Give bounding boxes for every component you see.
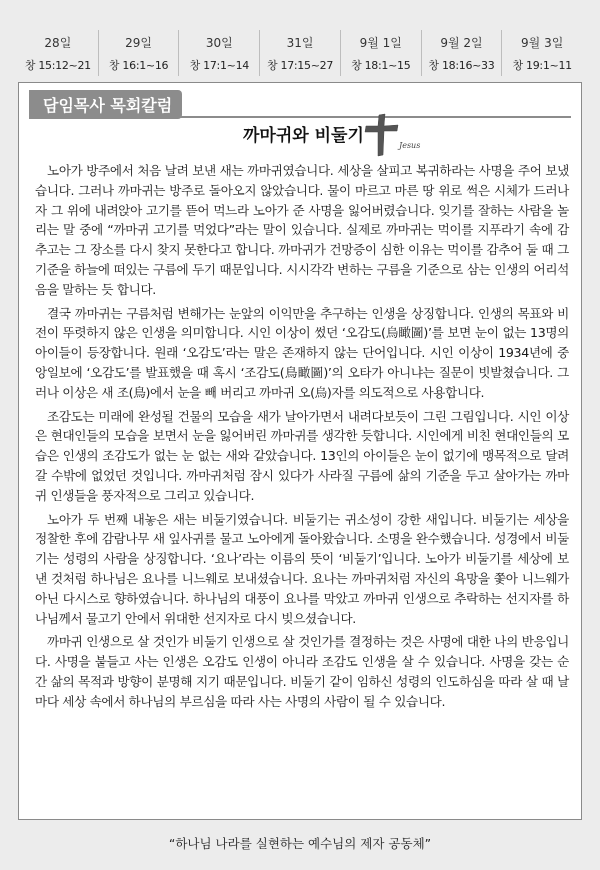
column-paragraph: 노아가 방주에서 처음 날려 보낸 새는 까마귀였습니다. 세상을 살피고 복귀하라는 사명을 주어 보냈습니다. 그러나 까마귀는 방주로 돌아오지 않았습니다. 물이 마르고 마른 땅 위로 썩은 시체가 드러나자 그 위에 내려앉아 고기를 뜯어 먹느라 노아가 준 사명을 잃어버렸습니다. 잊기를 잘하는 사람을 놀리는 말 중에 “까마귀 고기를 먹었다”라는 말이 있습니다. 실제로 까마귀는 먹이를 지푸라기 속에 감추고는 그 장소를 다시 찾지 못한다고 합니다. 까마귀가 건망증이 심한 이유는 먹이를 감추어 둘 때 그 기준을 하늘에 떠있는 구름에 두기 때문입니다. 시시각각 변하는 구름을 기준으로 삼는 인생의 어리석음을 말하는 듯 합니다. <box>35 163 569 297</box>
schedule-reading: 창 18:1~15 <box>351 59 411 72</box>
badge-underline <box>29 116 571 118</box>
cross-icon <box>362 113 402 157</box>
church-motto: “하나님 나라를 실현하는 예수님의 제자 공동체” <box>168 836 432 851</box>
schedule-reading: 창 18:16~33 <box>428 59 495 72</box>
schedule-date: 9월 2일 <box>440 36 483 50</box>
schedule-reading: 창 16:1~16 <box>108 59 169 72</box>
column-paragraph: 결국 까마귀는 구름처럼 변해가는 눈앞의 이익만을 추구하는 인생을 상징합니다. 인생의 목표와 비전이 뚜렷하지 않은 인생을 의미합니다. 시인 이상이 썼던 ‘오감도(烏瞰圖)’를 보면 눈이 없는 13명의 아이들이 등장합니다. 원래 ‘오감도’라는 말은 존재하지 않는 단어입니다. 시인 이상이 1934년에 중앙일보에 ‘오감도’를 발표했을 때 혹시 ‘조감도(鳥瞰圖)’의 오타가 아니냐는 질문이 빗발쳤습니다. 그러나 이상은 새 조(鳥)에서 눈을 빼 버리고 까마귀 오(烏)자를 의도적으로 사용합니다. <box>35 305 569 400</box>
schedule-date: 29일 <box>125 36 153 50</box>
schedule-date: 28일 <box>44 36 72 50</box>
schedule-reading: 창 15:12~21 <box>24 59 91 72</box>
schedule-day <box>179 30 260 76</box>
column-body <box>35 161 569 716</box>
schedule-date: 9월 3일 <box>521 36 564 50</box>
bible-reading-schedule <box>18 30 582 76</box>
jesus-logo-text: Jesus <box>399 141 421 150</box>
schedule-reading: 창 17:1~14 <box>189 59 249 72</box>
schedule-reading: 창 19:1~11 <box>512 59 572 72</box>
column-paragraph: 조감도는 미래에 완성될 건물의 모습을 새가 날아가면서 내려다보듯이 그린 그림입니다. 시인 이상은 현대인들의 모습을 보면서 눈을 잃어버린 까마귀를 생각한 듯합니다. 시인에게 비친 현대인들의 모습은 인생의 조감도가 없는 눈 없는 새와 같았습니다. 13인의 아이들은 눈이 없기에 맹목적으로 달려갈 수밖에 없었던 것입니다. 까마귀처럼 잠시 있다가 사라질 구름에 삶의 기준을 두고 살아가는 까마귀 인생들을 풍자적으로 그리고 있습니다. <box>35 408 569 503</box>
column-paragraph: 노아가 두 번째 내놓은 새는 비둘기였습니다. 비둘기는 귀소성이 강한 새입니다. 비둘기는 세상을 정찰한 후에 감람나무 새 잎사귀를 물고 노아에게 돌아왔습니다. 소명을 완수했습니다. 성경에서 비둘기는 성령의 사람을 상징합니다. ‘요나’라는 이름의 뜻이 ‘비둘기’입니다. 노아가 비둘기를 세상에 보낸 것처럼 하나님은 요나를 니느웨로 보내셨습니다. 요나는 까마귀처럼 자신의 욕망을 쫓아 니느웨가 아닌 다시스로 향하였습니다. 하나님의 대풍이 요나를 막았고 까마귀 인생으로 추락하는 선지자를 하나님께서 물고기 안에서 위대한 선지자로 다시 빚으셨습니다. <box>35 511 569 626</box>
column-badge: 담임목사 목회칼럼 <box>29 90 182 119</box>
schedule-day <box>422 30 503 76</box>
schedule-day <box>260 30 341 76</box>
schedule-date: 9월 1일 <box>359 36 402 50</box>
column-paragraph: 까마귀 인생으로 살 것인가 비둘기 인생으로 살 것인가를 결정하는 것은 사명에 대한 나의 반응입니다. 사명을 붙들고 사는 인생은 오감도 인생이 아니라 조감도 인생을 살 수 있습니다. 사명을 갖는 순간 삶의 목적과 방향이 분명해 지기 때문입니다. 비둘기 같이 임하신 성령의 인도하심을 따라 살 때 날마다 세상 속에서 하나님의 부르심을 따라 사는 사명의 사람이 될 수 있습니다. <box>35 634 569 709</box>
schedule-date: 31일 <box>286 36 314 50</box>
schedule-reading: 창 17:15~27 <box>266 59 334 72</box>
column-title: 까마귀와 비둘기 <box>243 126 364 146</box>
schedule-day <box>99 30 180 76</box>
schedule-day <box>502 30 582 76</box>
schedule-day <box>18 30 99 76</box>
schedule-date: 30일 <box>205 36 233 50</box>
pastor-column-panel <box>18 82 582 820</box>
schedule-day <box>341 30 422 76</box>
